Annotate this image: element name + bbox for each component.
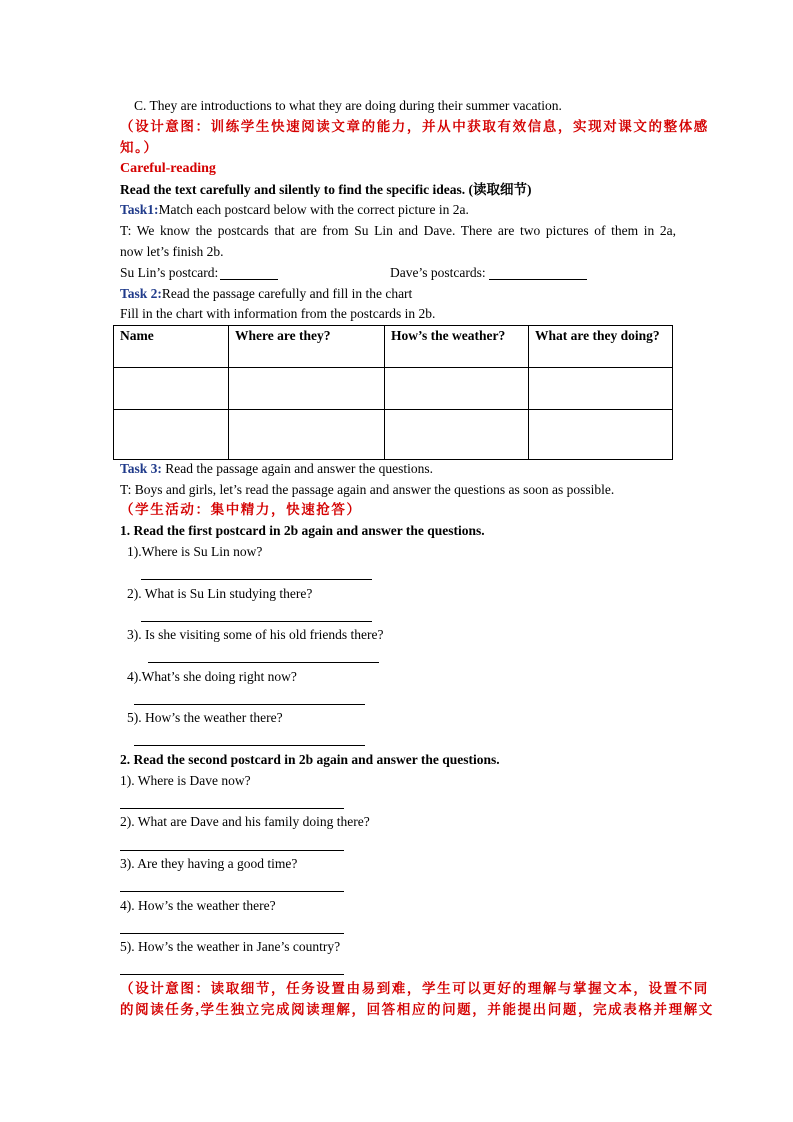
chart-cell[interactable] bbox=[385, 410, 529, 460]
part1-heading: 1. Read the first postcard in 2b again and answer the questions. bbox=[120, 523, 485, 538]
design-intent-2-line-1: （设计意图：读取细节，任务设置由易到难，学生可以更好的理解与掌握文本，设置不同 bbox=[120, 981, 709, 996]
part1-answer-line[interactable] bbox=[148, 662, 379, 663]
part1-answer-line[interactable] bbox=[141, 621, 372, 622]
chart-cell[interactable] bbox=[529, 368, 673, 410]
task2-line bbox=[120, 284, 412, 304]
task2-text: Read the passage carefully and fill in the chart bbox=[161, 286, 413, 301]
task3-text: Read the passage again and answer the questions. bbox=[161, 461, 433, 476]
dave-postcards-label: Dave’s postcards: bbox=[390, 265, 486, 280]
chart-cell[interactable] bbox=[114, 368, 229, 410]
chart-header-row bbox=[114, 326, 673, 368]
chart-header-weather: How’s the weather? bbox=[385, 326, 529, 368]
chart-cell[interactable] bbox=[229, 368, 385, 410]
part2-question: 4). How’s the weather there? bbox=[120, 898, 276, 913]
task3-line bbox=[120, 459, 433, 479]
part1-question: 4).What’s she doing right now? bbox=[127, 669, 297, 684]
part2-question: 3). Are they having a good time? bbox=[120, 856, 298, 871]
chart-header-doing: What are they doing? bbox=[529, 326, 673, 368]
su-lin-answer-blank[interactable] bbox=[220, 279, 278, 280]
task1-line bbox=[120, 200, 469, 220]
part2-answer-line[interactable] bbox=[120, 850, 344, 851]
part1-answer-line[interactable] bbox=[134, 704, 365, 705]
part2-answer-line[interactable] bbox=[120, 974, 344, 975]
design-intent-2-line-2: 的阅读任务,学生独立完成阅读理解，回答相应的问题，并能提出问题，完成表格并理解文 bbox=[120, 1002, 714, 1017]
reading-instruction: Read the text carefully and silently to find the specific ideas. (读取细节) bbox=[120, 182, 532, 197]
task1-teacher-line-2: now let’s finish 2b. bbox=[120, 244, 224, 259]
chart-cell[interactable] bbox=[229, 410, 385, 460]
chart-row bbox=[114, 410, 673, 460]
part2-question: 1). Where is Dave now? bbox=[120, 773, 251, 788]
design-intent-line-1: （设计意图：训练学生快速阅读文章的能力，并从中获取有效信息，实现对课文的整体感 bbox=[120, 119, 709, 134]
part1-answer-line[interactable] bbox=[134, 745, 365, 746]
student-activity-note: （学生活动：集中精力，快速抢答） bbox=[120, 502, 362, 517]
chart-header-name: Name bbox=[114, 326, 229, 368]
task2-label: Task 2: bbox=[120, 286, 162, 301]
part2-question: 5). How’s the weather in Jane’s country? bbox=[120, 939, 341, 954]
part2-answer-line[interactable] bbox=[120, 808, 344, 809]
option-c-text: C. They are introductions to what they are doing during their summer vacation. bbox=[134, 98, 562, 113]
info-chart bbox=[113, 325, 673, 460]
part2-answer-line[interactable] bbox=[120, 933, 344, 934]
task1-text: Match each postcard below with the correct picture in 2a. bbox=[158, 202, 469, 217]
part2-answer-line[interactable] bbox=[120, 891, 344, 892]
part1-question: 3). Is she visiting some of his old friends there? bbox=[127, 627, 384, 642]
task3-teacher-line: T: Boys and girls, let’s read the passage again and answer the questions as soon as possible. bbox=[120, 482, 615, 497]
chart-cell[interactable] bbox=[529, 410, 673, 460]
task1-teacher-line-1: T: We know the postcards that are from Su Lin and Dave. There are two pictures of them in 2a, bbox=[120, 223, 676, 238]
design-intent-line-2: 知。） bbox=[120, 140, 159, 155]
part1-question: 5). How’s the weather there? bbox=[127, 710, 283, 725]
section-heading: Careful-reading bbox=[120, 161, 216, 176]
part2-question: 2). What are Dave and his family doing there? bbox=[120, 814, 370, 829]
part1-question: 1).Where is Su Lin now? bbox=[127, 544, 263, 559]
part1-question: 2). What is Su Lin studying there? bbox=[127, 586, 313, 601]
chart-cell[interactable] bbox=[114, 410, 229, 460]
chart-row bbox=[114, 368, 673, 410]
task2-subtext: Fill in the chart with information from the postcards in 2b. bbox=[120, 306, 436, 321]
chart-header-where: Where are they? bbox=[229, 326, 385, 368]
task3-label: Task 3: bbox=[120, 461, 162, 476]
part2-heading: 2. Read the second postcard in 2b again and answer the questions. bbox=[120, 752, 500, 767]
su-lin-postcard-label: Su Lin’s postcard: bbox=[120, 265, 219, 280]
task1-label: Task1: bbox=[120, 202, 159, 217]
chart-cell[interactable] bbox=[385, 368, 529, 410]
dave-answer-blank[interactable] bbox=[489, 279, 587, 280]
part1-answer-line[interactable] bbox=[141, 579, 372, 580]
